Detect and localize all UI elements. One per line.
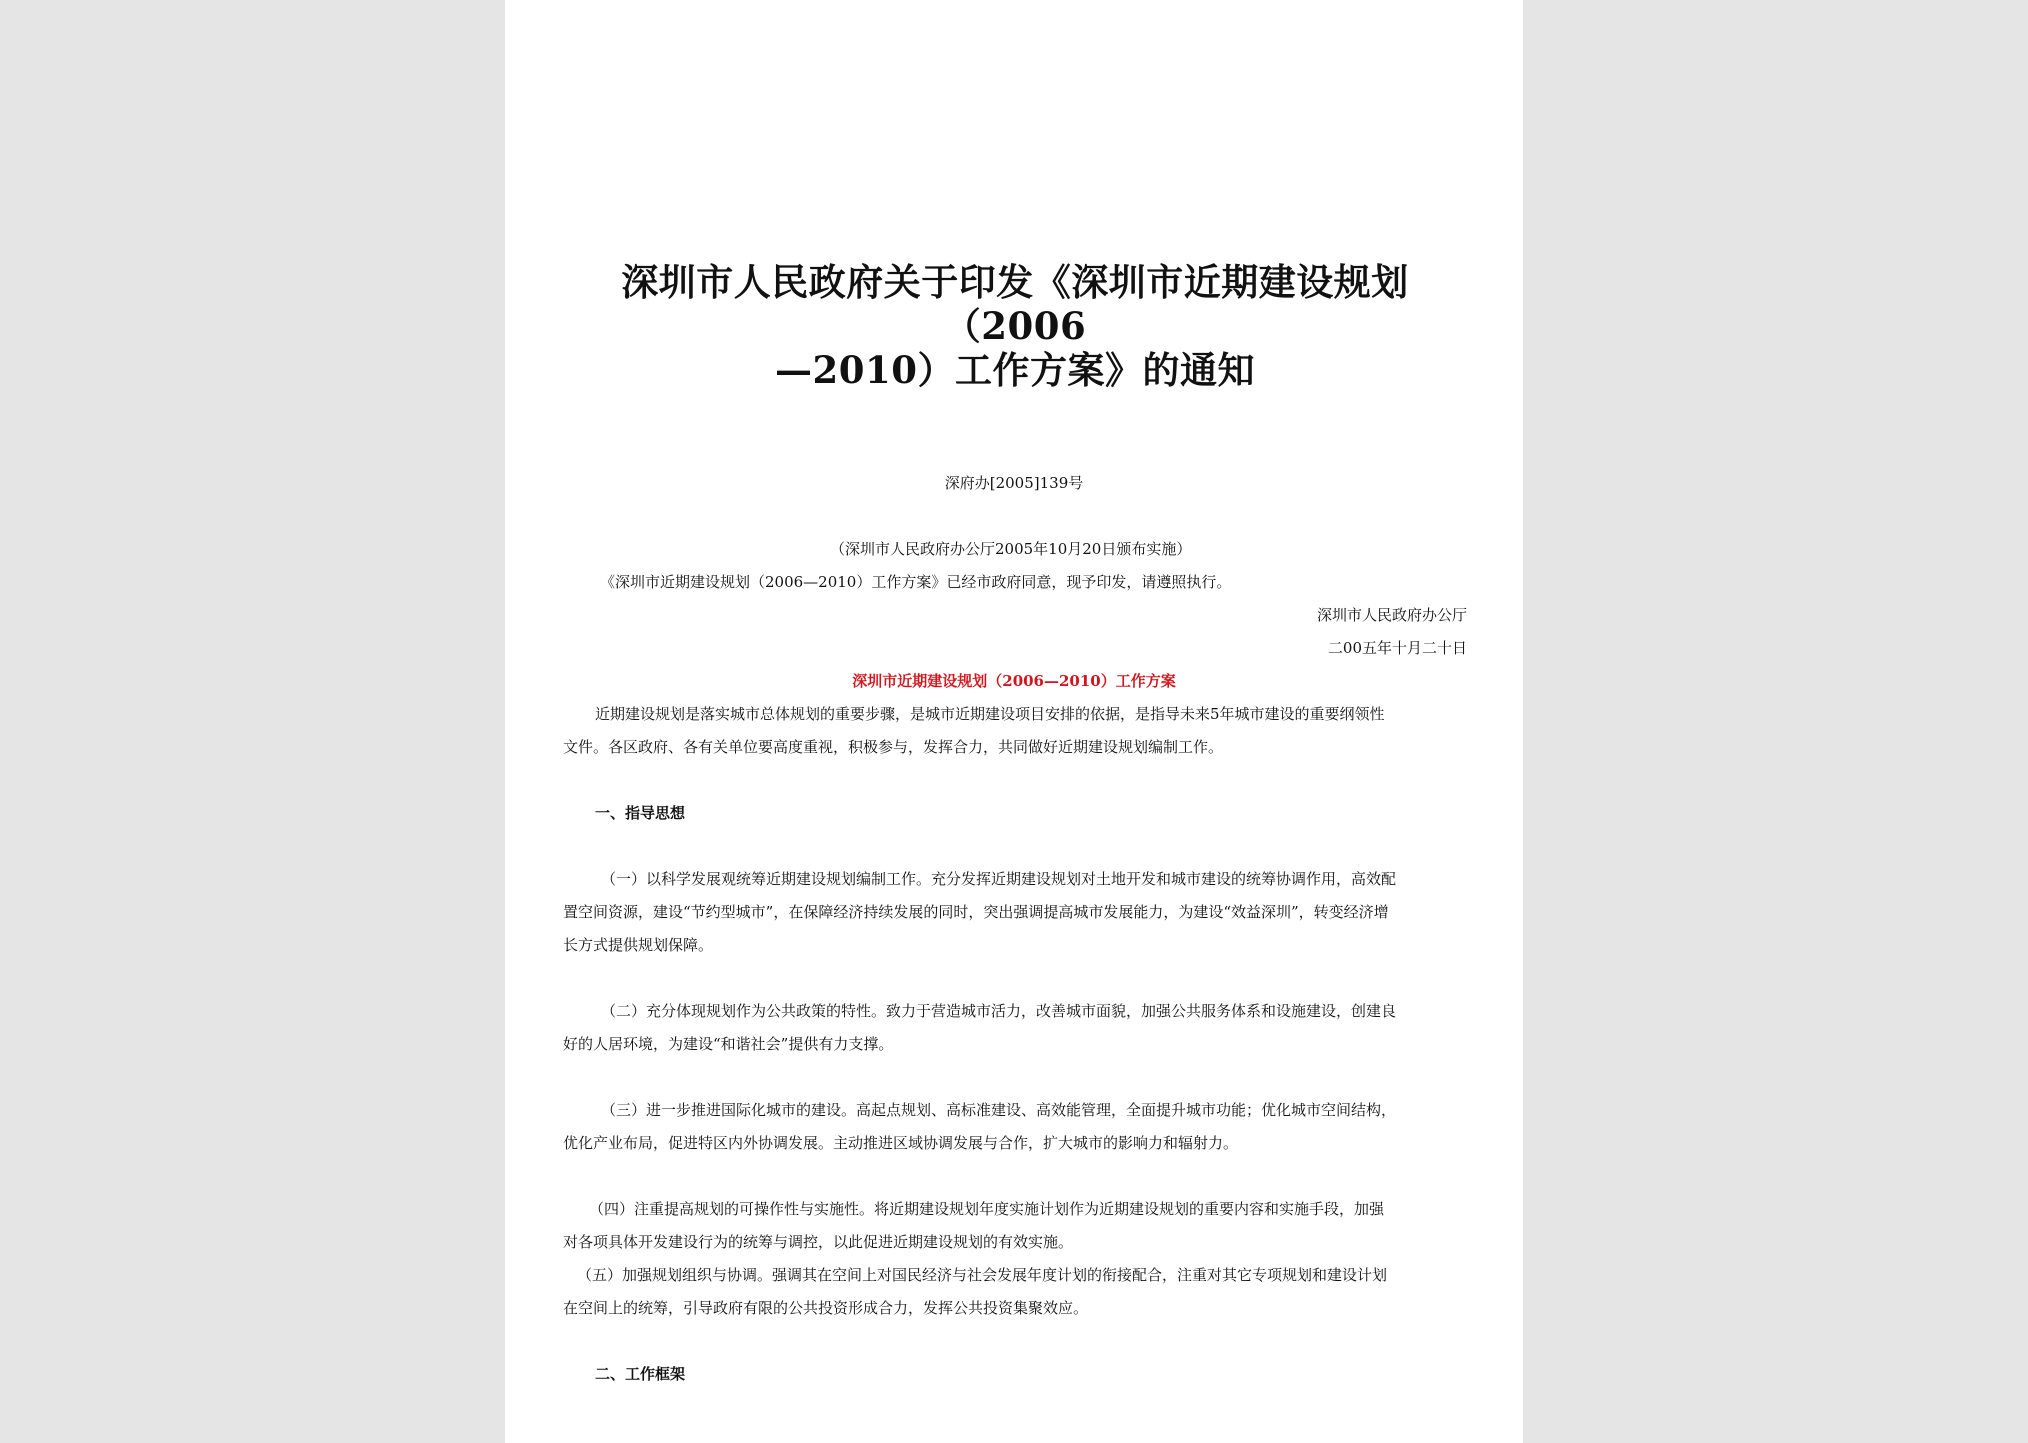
plan-subtitle: 深圳市近期建设规划（2006—2010）工作方案 bbox=[852, 672, 1176, 690]
title-line-1: 深圳市人民政府关于印发《深圳市近期建设规划（2006 bbox=[621, 260, 1409, 348]
section-heading-guiding-ideology: 一、指导思想 bbox=[595, 804, 686, 822]
item-2-line-1: （二）充分体现规划作为公共政策的特性。致力于营造城市活力，改善城市面貌，加强公共服务体系和设施建设，创建良 bbox=[601, 1002, 1397, 1020]
intro-line-1: 近期建设规划是落实城市总体规划的重要步骤，是城市近期建设项目安排的依据，是指导未来5年城市建设的重要纲领性 bbox=[595, 705, 1385, 723]
item-3-line-1: （三）进一步推进国际化城市的建设。高起点规划、高标准建设、高效能管理，全面提升城市功能；优化城市空间结构， bbox=[601, 1101, 1397, 1119]
item-3-line-2: 优化产业布局，促进特区内外协调发展。主动推进区域协调发展与合作，扩大城市的影响力和辐射力。 bbox=[563, 1134, 1239, 1152]
document-number: 深府办[2005]139号 bbox=[944, 474, 1084, 492]
notice-text: 《深圳市近期建设规划（2006—2010）工作方案》已经市政府同意，现予印发，请遵照执行。 bbox=[600, 573, 1232, 591]
item-2-line-2: 好的人居环境，为建设“和谐社会”提供有力支撑。 bbox=[563, 1035, 894, 1053]
item-5-line-1: （五）加强规划组织与协调。强调其在空间上对国民经济与社会发展年度计划的衔接配合，注重对其它专项规划和建设计划 bbox=[577, 1266, 1388, 1284]
issue-date: 二00五年十月二十日 bbox=[1327, 639, 1467, 657]
document-title bbox=[565, 260, 1465, 392]
item-4-line-2: 对各项具体开发建设行为的统筹与调控，以此促进近期建设规划的有效实施。 bbox=[563, 1233, 1074, 1251]
item-1-line-2: 置空间资源，建设“节约型城市”，在保障经济持续发展的同时，突出强调提高城市发展能力，为建设“效益深圳”，转变经济增 bbox=[563, 903, 1389, 921]
item-1-line-1: （一）以科学发展观统筹近期建设规划编制工作。充分发挥近期建设规划对土地开发和城市建设的统筹协调作用，高效配 bbox=[601, 870, 1397, 888]
issue-note: （深圳市人民政府办公厅2005年10月20日颁布实施） bbox=[830, 540, 1192, 558]
issuer-name: 深圳市人民政府办公厅 bbox=[1316, 606, 1467, 624]
title-line-2: —2010）工作方案》的通知 bbox=[775, 348, 1255, 392]
item-5-line-2: 在空间上的统筹，引导政府有限的公共投资形成合力，发挥公共投资集聚效应。 bbox=[563, 1299, 1089, 1317]
section-heading-work-framework: 二、工作框架 bbox=[595, 1365, 686, 1383]
intro-line-2: 文件。各区政府、各有关单位要高度重视，积极参与，发挥合力，共同做好近期建设规划编制工作。 bbox=[563, 738, 1224, 756]
item-4-line-1: （四）注重提高规划的可操作性与实施性。将近期建设规划年度实施计划作为近期建设规划的重要内容和实施手段，加强 bbox=[589, 1200, 1385, 1218]
item-1-line-3: 长方式提供规划保障。 bbox=[563, 936, 714, 954]
document-page bbox=[505, 0, 1523, 1443]
